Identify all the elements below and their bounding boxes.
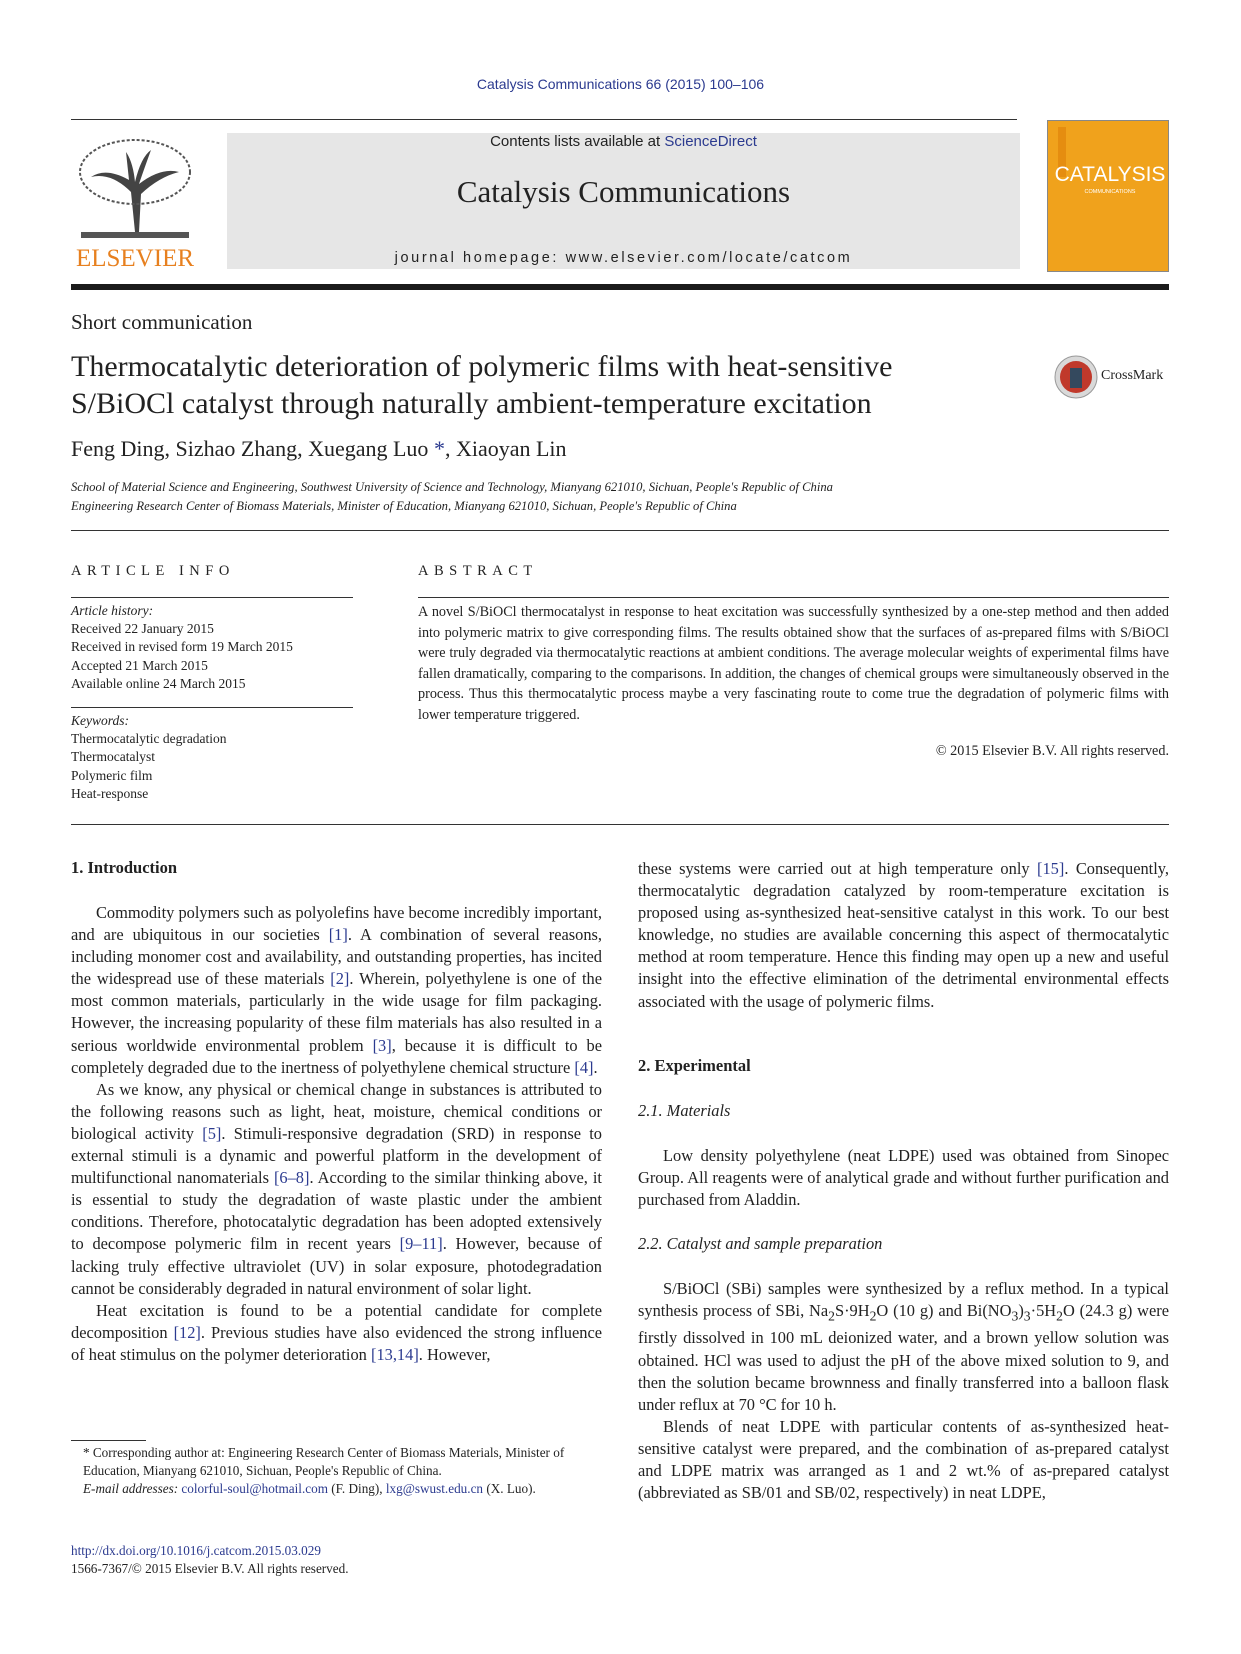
citation-link[interactable]: [5] [202,1123,222,1143]
experimental-heading: 2. Experimental [638,1056,751,1075]
preparation-heading: 2.2. Catalyst and sample preparation [638,1234,883,1253]
citation-link[interactable]: [3] [372,1035,392,1055]
right-column-intro [638,858,1169,1013]
journal-name: Catalysis Communications [456,174,791,209]
corresponding-author-note: * Corresponding author at: Engineering Research Center of Biomass Materials, Minister of Education, Mianyang 621010, Sichuan, People's Republic of China. [83,1445,565,1478]
citation-link[interactable]: [6–8] [273,1168,310,1188]
journal-citation[interactable]: Catalysis Communications 66 (2015) 100–106 [476,76,765,92]
left-column [71,902,602,1366]
affiliation-line: Engineering Research Center of Biomass Materials, Minister of Education, Mianyang 621010, Sichuan, People's Republic of China [71,498,737,513]
article-title: Thermocatalytic deterioration of polymeric films with heat-sensitive S/BiOCl catalyst through naturally ambient-temperature excitation [71,350,893,420]
intro-paragraph-2: As we know, any physical or chemical change in substances is attributed to the following reasons such as light, heat, moisture, chemical conditions or biological activity [5]. Stimuli-responsive degradation (SRD) in response to external stimuli is a dynamic and powerful platform in the development of multifunctional nanomaterials [6–8]. According to the similar thinking above, it is essential to study the degradation of waste plastic under the ambient conditions. Therefore, photocatalytic degradation has been adopted extensively to decompose polymeric film in recent years [9–11]. However, because of lacking truly effective ultraviolet (UV) in solar exposure, photodegradation cannot be considerably degraded in natural environment of solar light. [71,1079,602,1298]
email-link[interactable]: colorful-soul@hotmail.com [181,1481,328,1496]
affiliations [71,478,833,515]
author-list: Feng Ding, Sizhao Zhang, Xuegang Luo *, Xiaoyan Lin [71,436,567,461]
history-item: Received 22 January 2015 [71,621,214,637]
header-rule [71,119,1017,120]
divider [71,597,353,598]
affiliation-line: School of Material Science and Engineering, Southwest University of Science and Technology, Mianyang 621010, Sichuan, People's Republic of China [71,480,833,494]
history-item: Received in revised form 19 March 2015 [71,639,293,655]
keyword: Thermocatalytic degradation [71,731,227,747]
divider [71,530,1169,531]
footnote [71,1444,606,1498]
footnote-rule [71,1440,146,1441]
contents-line: Contents lists available at ScienceDirect [490,133,757,150]
citation-link[interactable]: [15] [1037,859,1065,878]
keyword: Heat-response [71,785,149,801]
article-history: Article history: Received 22 January 2015 Received in revised form 19 March 2015 Accepted 21 March 2015 Available online 24 March 2015 [71,602,293,693]
cover-subtitle: COMMUNICATIONS [1084,189,1136,195]
article-type: Short communication [71,310,253,334]
email-line: E-mail addresses: colorful-soul@hotmail.com (F. Ding), lxg@swust.edu.cn (X. Luo). [83,1481,536,1496]
abstract-text: A novel S/BiOCl thermocatalyst in response to heat excitation was successfully synthesized by a one-step method and then added into polymeric matrix to give corresponding films. The results obtained show that the surfaces of as-prepared films with S/BiOCl were truly degraded via thermocatalytic reactions at ambient conditions. The average molecular weights of experimental films have fallen dramatically, comparing to the comparisons. In addition, the changes of chemical groups were simultaneously observed in the process. Thus this thermocatalytic process maybe a very fascinating route to come true the degradation of polymeric films with lower temperature triggered. [418,604,1169,723]
history-item: Accepted 21 March 2015 [71,657,208,673]
preparation-paragraph-1: S/BiOCl (SBi) samples were synthesized by a reflux method. In a typical synthesis process of SBi, $Na_2S\cdot 9H_2O$ (10 g) and $Bi(NO_3)_3\cdot 5H_2O$ (24.3 g) were firstly dissolved in 100 mL deionized water, and a brown yellow solution was obtained. HCl was used to adjust the pH of the above mixed solution to 9, and then the solution became brownness and finally transferred into a balloon flask under reflux at 70 °C for 10 h. [638,1279,1169,1414]
email-link[interactable]: lxg@swust.edu.cn [385,1481,484,1496]
citation-link[interactable]: [12] [173,1322,201,1342]
citation-link[interactable]: [13,14] [370,1344,419,1364]
keyword: Thermocatalyst [71,749,155,765]
keywords: Keywords: Thermocatalytic degradation Thermocatalyst Polymeric film Heat-response [71,712,227,803]
preparation-paragraph-2: Blends of neat LDPE with particular contents of as-synthesized heat-sensitive catalyst were prepared, and the combination of as-prepared catalyst and LDPE matrix was arranged as 1 and 2 wt.% of as-prepared catalyst (abbreviated as SB/01 and SB/02, respectively) in neat LDPE, [638,1416,1169,1503]
doi-link[interactable]: http://dx.doi.org/10.1016/j.catcom.2015.03.029 [71,1543,321,1558]
cover-title: CATALYSIS [1054,163,1166,186]
abstract-copyright: © 2015 Elsevier B.V. All rights reserved. [935,743,1169,759]
citation-link[interactable]: [9–11] [399,1234,443,1254]
crossmark-badge[interactable] [1053,354,1173,404]
crossmark-label: CrossMark [1101,368,1164,383]
citation-link[interactable]: [1] [328,925,348,945]
citation-link[interactable]: [4] [574,1057,594,1077]
issn-line: 1566-7367/© 2015 Elsevier B.V. All rights reserved. [71,1561,349,1576]
journal-homepage[interactable]: journal homepage: www.elsevier.com/locate/catcom [394,250,853,266]
elsevier-logo [71,132,199,274]
intro-paragraph-continued: these systems were carried out at high temperature only [15]. Consequently, thermocatalytic degradation catalyzed by room-temperature excitation is proposed using as-synthesized heat-sensitive catalyst in this work. To our best knowledge, no studies are available concerning this aspect of thermocatalytic method at room temperature. Hence this finding may open up a new and useful insight into the effective elimination of the detrimental environmental effects associated with the usage of polymeric films. [638,859,1169,1011]
intro-paragraph-3: Heat excitation is found to be a potential candidate for complete decomposition [12]. Previous studies have also evidenced the strong influence of heat stimulus on the polymer deterioration [13,14]. However, [71,1300,602,1364]
article-info-heading: ARTICLE INFO [71,563,235,579]
journal-cover-image [1047,120,1169,272]
crossmark-icon [1053,354,1099,400]
keyword: Polymeric film [71,767,153,783]
materials-heading: 2.1. Materials [638,1101,731,1120]
divider [71,707,353,708]
citation-link[interactable]: [2] [330,969,350,989]
divider [418,597,1169,598]
abstract-heading: ABSTRACT [418,563,538,579]
history-item: Available online 24 March 2015 [71,675,246,691]
intro-heading: 1. Introduction [71,858,178,877]
elsevier-wordmark: ELSEVIER [75,245,195,272]
divider [71,824,1169,825]
preparation-text [638,1278,1169,1504]
intro-paragraph-1: Commodity polymers such as polyolefins have become incredibly important, and are ubiquitous in our societies [1]. A combination of several reasons, including monomer cost and availability, and outstanding properties, has incited the widespread use of these materials [2]. Wherein, polyethylene is one of the most common materials, particularly in the wide usage for film packaging. However, the increasing popularity of these film materials has also resulted in a serious worldwide environmental problem [3], because it is difficult to be completely degraded due to the inertness of polyethylene chemical structure [4]. [71,903,602,1077]
sciencedirect-link[interactable]: ScienceDirect [664,133,757,150]
corresponding-author-star[interactable]: * [433,436,445,461]
doi-block [71,1542,349,1578]
header-thick-rule [71,284,1169,290]
materials-paragraph: Low density polyethylene (neat LDPE) used was obtained from Sinopec Group. All reagents were of analytical grade and without further purification and purchased from Aladdin. [638,1146,1169,1210]
